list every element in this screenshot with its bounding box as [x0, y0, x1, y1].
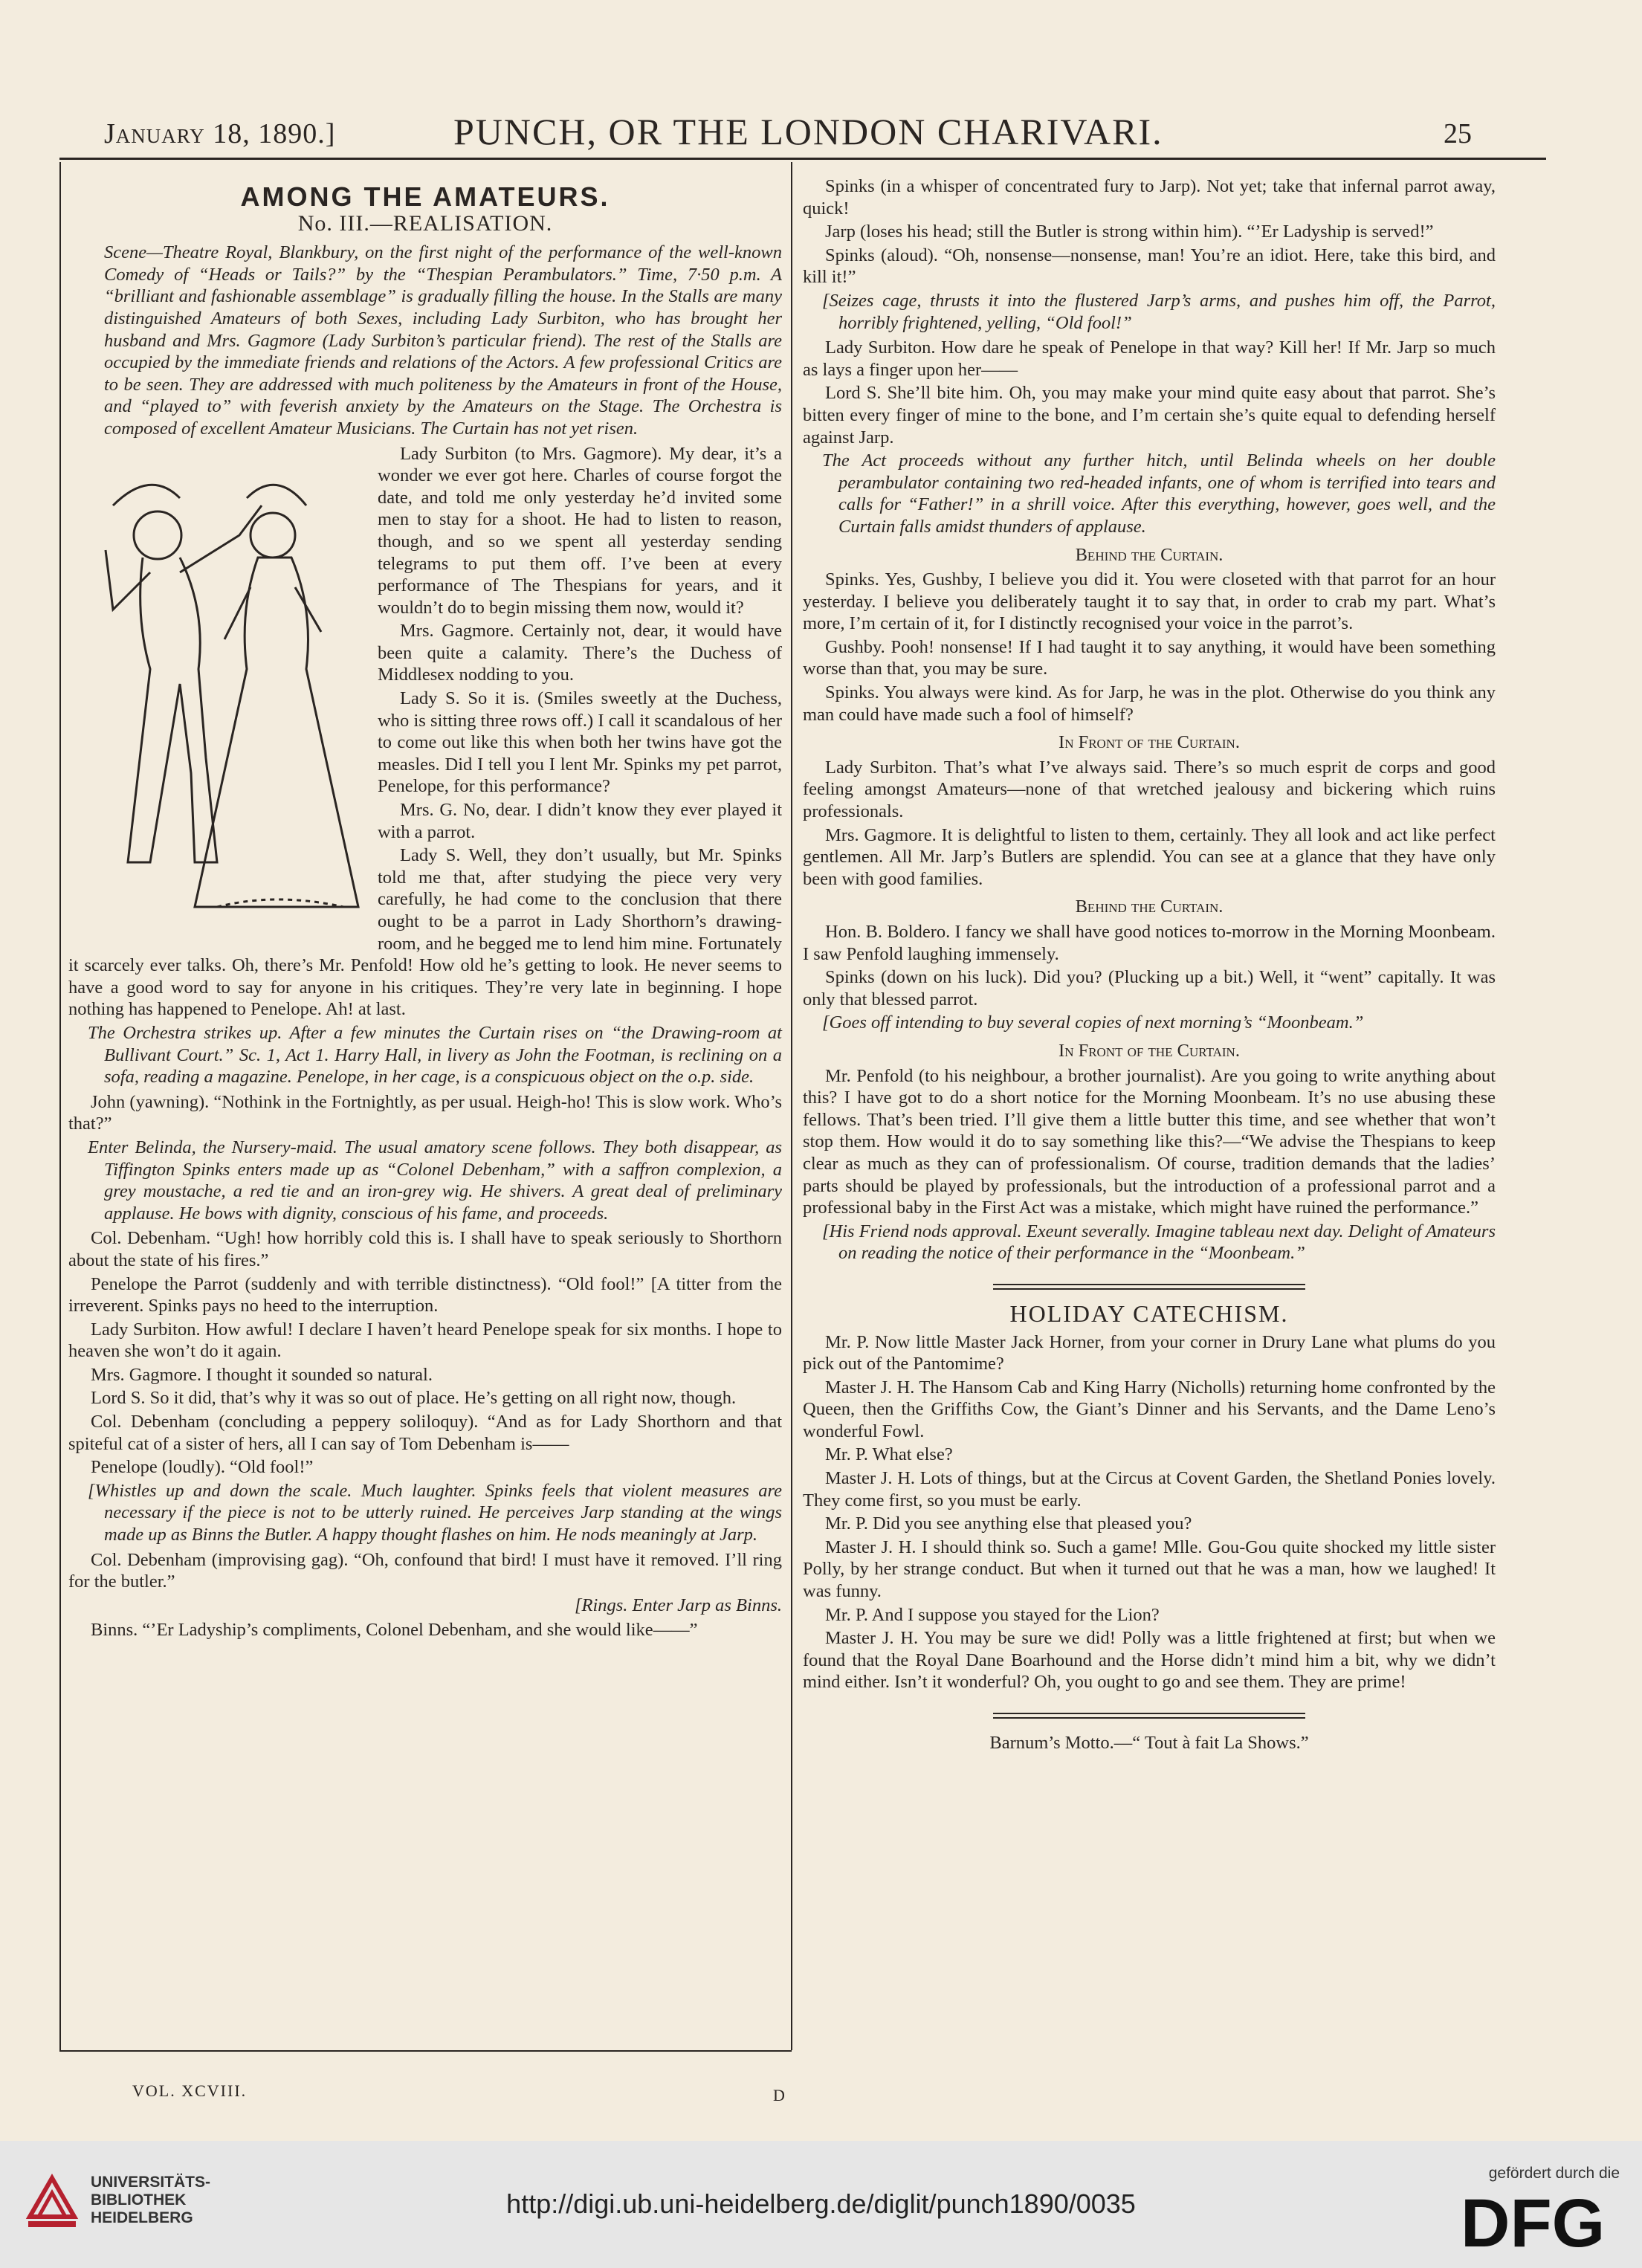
right-paragraph: Mr. Penfold (to his neighbour, a brother journalist). Are you going to write anything about this? I have got to do a short notice for the Morning Moonbeam. It’s no use abusing these fellows. That’s been tried. I’ll give them a little butter this time, and see whether that won’t stop them. How would it do to say something like this?—“We advise the Thespians to keep clear as much as they can of professionalism. Of course, tradition demands that the ladies’ parts should be played by professionals, but the introduction of a professional parrot and a professional baby in the First Act was a mistake, which might have ruined the performance.” [803, 1065, 1496, 1218]
right-paragraph: Spinks (down on his luck). Did you? (Plucking up a bit.) Well, it “went” capitally. It was only that blessed parrot. [803, 967, 1496, 1009]
left-paragraph: Col. Debenham (improvising gag). “Oh, confound that bird! I must have it removed. I’ll ring for the butler.” [68, 1549, 782, 1592]
right-paragraph: Lord S. She’ll bite him. Oh, you may make your mind quite easy about that parrot. She’s bitten every finger of mine to the bone, and I’m certain she’s quite equal to defending herself against Jarp. [803, 383, 1496, 448]
right-paragraph: Gushby. Pooh! nonsense! If I had taught it to say anything, it would have been something worse than that, you may be sure. [803, 636, 1496, 679]
catechism-paragraph: Master J. H. The Hansom Cab and King Harry (Nicholls) returning home confronted by the Queen, then the Griffiths Cow, the Giant’s Dinner and his Servants, and the Dame Leno’s wonderful Fowl. [803, 1377, 1496, 1441]
section-heading: In Front of the Curtain. [1058, 732, 1240, 753]
left-paragraph: Col. Debenham (concluding a peppery soliloquy). “And as for Lady Shorthorn and that spiteful cat of a sister of hers, all I can say of Tom Debenham is—— [68, 1412, 782, 1454]
dfg-logo-icon[interactable] [1461, 2188, 1617, 2252]
right-paragraph: Lady Surbiton. That’s what I’ve always said. There’s so much esprit de corps and good feeling amongst Amateurs—none of that wretched jealousy and bickering which ruins professionals. [803, 757, 1496, 822]
right-paragraph: Spinks (in a whisper of concentrated fury to Jarp). Not yet; take that infernal parrot away, quick! [803, 176, 1496, 219]
left-paragraph: Mrs. Gagmore. Certainly not, dear, it would have been quite a calamity. There’s the Duchess of Middlesex nodding to you. [378, 621, 782, 685]
illustration-couple-icon [68, 446, 366, 944]
article-subtitle: No. III.—REALISATION. [297, 210, 553, 236]
stage-direction: [Goes off intending to buy several copies of next morning’s “Moonbeam.” [822, 1012, 1364, 1033]
stage-direction: Enter Belinda, the Nursery-maid. The usual amatory scene follows. They both disappear, as Tiffington Spinks enters made up as “Colonel Debenham,” with a saffron complexion, a grey moustache, a red tie and an iron-grey wig. He shivers. A great deal of preliminary applause. He bows with dignity, conscious of his fame, and proceeds. [88, 1137, 782, 1224]
left-paragraph: Lady Surbiton. How awful! I declare I haven’t heard Penelope speak for six months. I hope to heaven she won’t do it again. [68, 1319, 782, 1362]
left-column [68, 169, 782, 1643]
catechism-paragraph: Master J. H. I should think so. Such a game! Mlle. Gou-Gou quite shocked my little sister Polly, by her strange conduct. But when it turned out that he was a man, how we laughed! It was funny. [803, 1537, 1496, 1602]
left-paragraph: Lady Surbiton (to Mrs. Gagmore). My dear, it’s a wonder we ever got here. Charles of course forgot the date, and told me only yesterday he’d invited some men to stay for a shoot. He had to listen to reason, though, and so we spent all yesterday sending telegrams to put them off. I’ve been at every performance of The Thespians for years, and it wouldn’t do to begin missing them now, would it? [378, 443, 782, 618]
left-paragraph: Mrs. Gagmore. I thought it sounded so natural. [91, 1364, 433, 1385]
footer-volume: VOL. XCVIII. [132, 2081, 248, 2100]
right-paragraph: Lady Surbiton. How dare he speak of Penelope in that way? Kill her! If Mr. Jarp so much as lays a finger upon her—— [803, 337, 1496, 380]
stage-direction: The Orchestra strikes up. After a few minutes the Curtain rises on “the Drawing-room at Bullivant Court.” Sc. 1, Act 1. Harry Hall, in livery as John the Footman, is reclining on a sofa, reading a magazine. Penelope, in her cage, is a conspicuous object on the o.p. side. [88, 1022, 782, 1088]
right-paragraph: Spinks. Yes, Gushby, I believe you did it. You were closeted with that parrot for an hour yesterday. I believe you deliberately taught it to say that, in order to crab my part. What’s more, I’m certain of it, for I distinctly recognised your voice in the parrot’s. [803, 569, 1496, 634]
catechism-paragraph: Master J. H. You may be sure we did! Polly was a little frightened at first; but when we found that the Royal Dane Boarhound and the Horse didn’t mind him a bit, why we didn’t mind either. Isn’t it wonderful? Oh, you ought to go and see them. They are prime! [803, 1628, 1496, 1693]
stage-direction: [Rings. Enter Jarp as Binns. [574, 1595, 782, 1615]
stage-direction: [Whistles up and down the scale. Much laughter. Spinks feels that violent measures are necessary if the piece is not to be utterly ruined. He perceives Jarp standing at the wings made up as Binns the Butler. A happy thought flashes on him. He nods meaningly at Jarp. [88, 1480, 782, 1545]
document-url[interactable]: http://digi.ub.uni-heidelberg.de/diglit/punch1890/0035 [506, 2188, 1136, 2219]
viewer-footer-bar [0, 2141, 1642, 2268]
header-title: PUNCH, OR THE LONDON CHARIVARI. [453, 111, 1163, 152]
catechism-paragraph: Mr. P. Now little Master Jack Horner, from your corner in Drury Lane what plums do you pick out of the Pantomime? [803, 1331, 1496, 1374]
section-divider [993, 1713, 1305, 1719]
barnum-motto: Barnum’s Motto.—“ Tout à fait La Shows.” [989, 1733, 1309, 1753]
footer-signature: D [773, 2086, 785, 2104]
library-line: BIBLIOTHEK [91, 2191, 187, 2209]
library-line: HEIDELBERG [91, 2209, 193, 2226]
page-header [104, 110, 1472, 155]
right-paragraph: Mrs. Gagmore. It is delightful to listen to them, certainly. They all look and act like perfect gentlemen. All Mr. Jarp’s Butlers are splendid. You can see at a glance that they have only been with good families. [803, 824, 1496, 889]
library-line: UNIVERSITÄTS- [91, 2174, 211, 2191]
right-paragraph: Spinks. You always were kind. As for Jarp, he was in the plot. Otherwise do you think any man could have made such a fool of himself? [803, 682, 1496, 725]
right-paragraph: Spinks (aloud). “Oh, nonsense—nonsense, man! You’re an idiot. Here, take this bird, and kill it!” [803, 245, 1496, 288]
section-heading: In Front of the Curtain. [1058, 1040, 1240, 1061]
catechism-title: HOLIDAY CATECHISM. [1009, 1299, 1289, 1327]
catechism-paragraph: Mr. P. And I suppose you stayed for the Lion? [825, 1604, 1160, 1625]
left-paragraph: Mrs. G. No, dear. I didn’t know they ever played it with a parrot. [378, 800, 782, 842]
stage-direction: [His Friend nods approval. Exeunt severally. Imagine tableau next day. Delight of Amateurs on reading the notice of their performance in the “Moonbeam.” [822, 1221, 1496, 1264]
section-heading: Behind the Curtain. [1075, 896, 1224, 917]
column-divider [791, 162, 792, 2050]
left-paragraph: Lady S. So it is. (Smiles sweetly at the Duchess, who is sitting three rows off.) I call it scandalous of her to come out like this when both her twins have got the measles. Did I tell you I lent Mr. Spinks my pet parrot, Penelope, for this performance? [378, 688, 782, 797]
left-paragraph: John (yawning). “Nothink in the Fortnightly, as per usual. Heigh-ho! This is slow work. Who’s that?” [68, 1091, 782, 1134]
right-paragraph: Hon. B. Boldero. I fancy we shall have good notices to-morrow in the Morning Moonbeam. I saw Penfold laughing immensely. [803, 922, 1496, 964]
catechism-paragraph: Master J. H. Lots of things, but at the Circus at Covent Garden, the Shetland Ponies lovely. They come first, so you must be early. [803, 1468, 1496, 1511]
scene-description: Scene—Theatre Royal, Blankbury, on the first night of the performance of the well-known Comedy of “Heads or Tails?” by the “Thespian Perambulators.” Time, 7·50 p.m. A “brilliant and fashionable assemblage” is gradually filling the house. In the Stalls are many distinguished Amateurs of both Sexes, including Lady Surbiton, who has brought her husband and Mrs. Gagmore (Lady Surbiton’s particular friend). The rest of the Stalls are occupied by the immediate friends and relations of the Actors. A few professional Critics are to be seen. They are addressed with much politeness by the Amateurs in front of the House, and “played to” with feverish anxiety by the Amateurs on the Stage. The Orchestra is composed of excellent Amateur Musicians. The Curtain has not yet risen. [104, 242, 782, 439]
left-paragraph: Binns. “’Er Ladyship’s compliments, Colonel Debenham, and she would like——” [91, 1620, 698, 1641]
header-date: January 18, 1890.] [104, 118, 336, 149]
header-rule [59, 158, 1546, 160]
left-paragraph: Lady S. Well, they don’t usually, but Mr. Spinks told me that, after studying the piece very very carefully, he had come to the conclusion that there ought to be a parrot in Lady Shorthorn’s drawing-room, and he begged me to lend him mine. Fortunately it scarcely ever talks. Oh, there’s Mr. Penfold! How old he’s getting to look. He never seems to have a good word to say for anyone in his critiques. They’re very late in beginning. I hope nothing has happened to Penelope. Ah! at last. [68, 845, 782, 1020]
right-column [803, 175, 1496, 1756]
footer-rule [59, 2050, 792, 2052]
left-paragraph: Penelope the Parrot (suddenly and with terrible distinctness). “Old fool!” [A titter from the irreverent. Spinks pays no heed to the interruption. [68, 1273, 782, 1316]
section-heading: Behind the Curtain. [1075, 544, 1224, 565]
catechism-paragraph: Mr. P. Did you see anything else that pleased you? [825, 1513, 1192, 1534]
left-border-rule [59, 162, 61, 2050]
catechism-paragraph: Mr. P. What else? [825, 1444, 953, 1465]
left-paragraph: Lord S. So it did, that’s why it was so out of place. He’s getting on all right now, though. [91, 1388, 737, 1409]
page-number: 25 [1444, 118, 1472, 149]
left-paragraph: Col. Debenham. “Ugh! how horribly cold this is. I shall have to speak seriously to Shorthorn about the state of his fires.” [68, 1228, 782, 1270]
funded-by-label: gefördert durch die [1488, 2165, 1620, 2182]
article-title: AMONG THE AMATEURS. [240, 181, 610, 212]
left-paragraph: Penelope (loudly). “Old fool!” [91, 1457, 314, 1478]
dfg-logo-text: DFG [1461, 2188, 1606, 2252]
section-divider [993, 1284, 1305, 1290]
stage-direction: The Act proceeds without any further hitch, until Belinda wheels on her double perambulator containing two red-headed infants, one of whom is terrified into tears and calls for “Father!” in a shrill voice. After this everything, however, goes well, and the Curtain falls amidst thunders of applause. [822, 450, 1496, 537]
stage-direction: [Seizes cage, thrusts it into the flustered Jarp’s arms, and pushes him off, the Parrot, horribly frightened, yelling, “Old fool!” [822, 290, 1496, 333]
right-paragraph: Jarp (loses his head; still the Butler is strong within him). “’Er Ladyship is served!” [825, 222, 1434, 242]
